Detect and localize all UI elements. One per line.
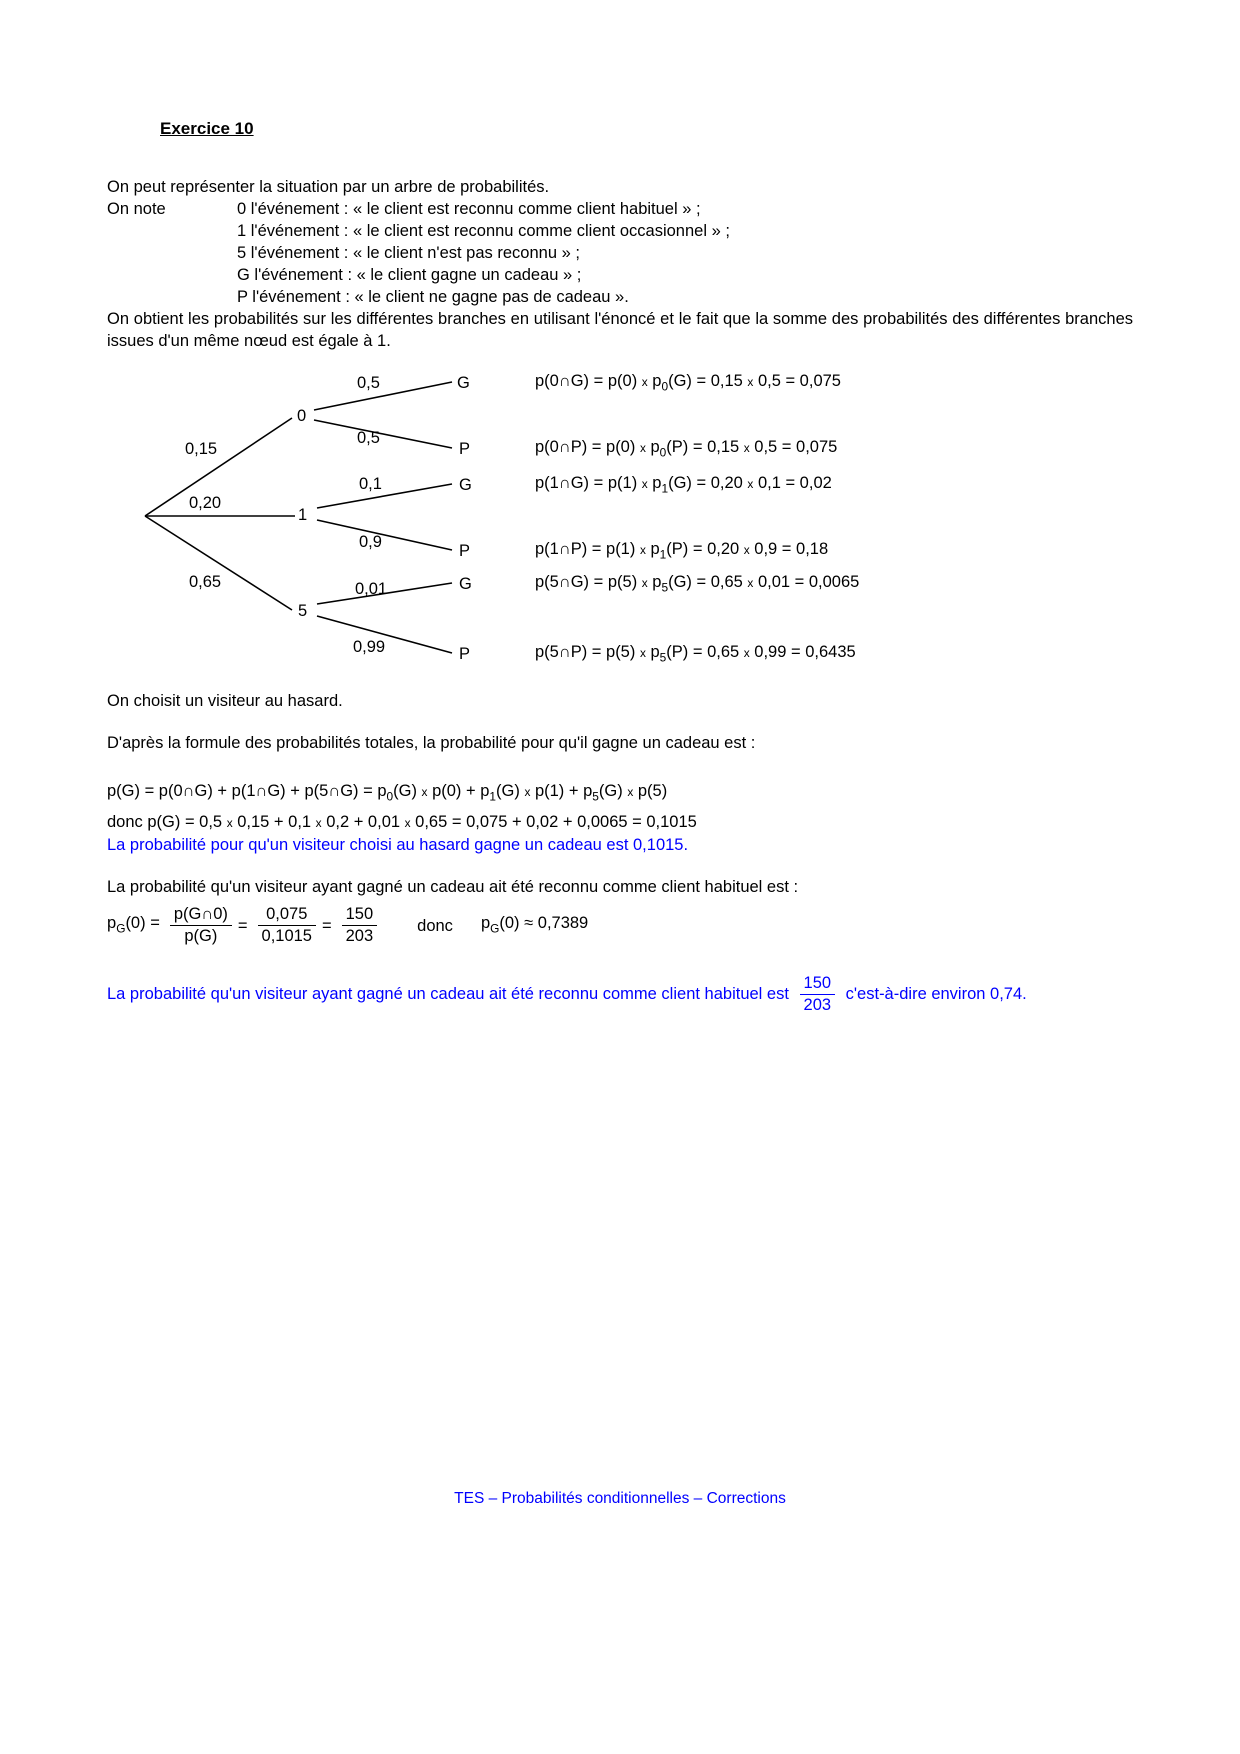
notation-item: G l'événement : « le client gagne un cadeau » ;	[237, 266, 582, 284]
fraction-numerator: 150	[803, 974, 832, 993]
tree-leaf-1P: P	[459, 542, 471, 560]
branch-formula-0G: p(0∩G) = p(0) x $p_0(G) = 0,15$ x 0,5 = 0,075	[535, 372, 841, 394]
donc-word: donc	[417, 916, 453, 935]
fraction-denominator: 0,1015	[258, 925, 316, 947]
donc-line: donc p(G) = 0,5 x 0,15 + 0,1 x 0,2 + 0,01 x 0,65 = 0,075 + 0,02 + 0,0065 = 0,1015	[107, 813, 697, 832]
branch-prob-0P: 0,5	[357, 429, 380, 447]
tree-leaf-5G: G	[459, 575, 472, 593]
branch-formula-5G: p(5∩G) = p(5) x $p_5(G) = 0,65$ x 0,01 = 0,0065	[535, 573, 860, 595]
branch-prob-root-0: 0,15	[185, 440, 218, 458]
totales-line: D'après la formule des probabilités totales, la probabilité pour qu'il gagne un cadeau est :	[107, 734, 756, 752]
notation-list	[237, 198, 730, 308]
pg-formula: p(G) = p(0∩G) + p(1∩G) + p(5∩G) = $p_0(G)$ x $p(0) + p_1(G)$ x $p(1) + p_5(G)$ x p(5)	[107, 782, 668, 804]
branch-prob-0G: 0,5	[357, 374, 380, 392]
equals-sign: =	[237, 916, 248, 935]
branch-prob-5G: 0,01	[355, 580, 388, 598]
tree-leaf-5P: P	[459, 645, 471, 663]
choose-line: On choisit un visiteur au hasard.	[107, 692, 343, 710]
bayes-formula	[107, 904, 1133, 947]
fraction-numerator: p(G∩0)	[173, 905, 228, 924]
branch-prob-root-1: 0,20	[189, 494, 222, 512]
habituel-intro: La probabilité qu'un visiteur ayant gagné un cadeau ait été reconnu comme client habituel est :	[107, 878, 799, 897]
tree-node-0: 0	[297, 407, 307, 425]
branch-prob-1G: 0,1	[359, 475, 382, 493]
tree-leaf-0G: G	[457, 374, 470, 392]
branch-prob-root-5: 0,65	[189, 573, 222, 591]
conclusion-text-after: c'est-à-dire environ 0,74.	[845, 985, 1027, 1004]
notation-item: 0 l'événement : « le client est reconnu comme client habituel » ;	[237, 200, 701, 218]
intro-line: On peut représenter la situation par un arbre de probabilités.	[107, 178, 550, 196]
notation-item: 1 l'événement : « le client est reconnu comme client occasionnel » ;	[237, 222, 730, 240]
branch-formula-5P: p(5∩P) = p(5) x $p_5(P) = 0,65$ x 0,99 = 0,6435	[535, 643, 856, 665]
fraction-150-203	[342, 904, 378, 947]
bayes-result: $p_G(0) \approx 0,7389$	[480, 914, 589, 936]
tree-branches	[107, 366, 1133, 676]
tree-node-5: 5	[298, 602, 308, 620]
notation-item: 5 l'événement : « le client n'est pas reconnu » ;	[237, 244, 580, 262]
conclusion-gagne: La probabilité pour qu'un visiteur choisi au hasard gagne un cadeau est 0,1015.	[107, 836, 689, 855]
branch-formula-0P: p(0∩P) = p(0) x $p_0(P) = 0,15$ x 0,5 = 0,075	[535, 438, 838, 460]
page-title: Exercice 10	[160, 119, 254, 138]
fraction-denominator: 203	[342, 925, 378, 947]
branch-prob-1P: 0,9	[359, 533, 382, 551]
notation-item: P l'événement : « le client ne gagne pas de cadeau ».	[237, 288, 629, 306]
tree-leaf-0P: P	[459, 440, 471, 458]
notation-block	[107, 198, 1133, 308]
tree-leaf-1G: G	[459, 476, 472, 494]
fraction-pg0	[170, 904, 232, 947]
page-footer: TES – Probabilités conditionnelles – Corrections	[454, 1490, 786, 1507]
bayes-lhs: $p_G(0)$ =	[107, 914, 160, 936]
conclusion-habituel	[107, 973, 1133, 1016]
fraction-decimal	[258, 904, 316, 947]
fraction-denominator: p(G)	[170, 925, 232, 947]
tree-node-1: 1	[298, 506, 308, 524]
fraction-denominator: 203	[800, 994, 836, 1016]
equals-sign: =	[321, 916, 332, 935]
intro-paragraph: On obtient les probabilités sur les différentes branches en utilisant l'énoncé et le fait que la somme des probabilités des différentes branches issues d'un même nœud est égale à 1.	[107, 310, 1133, 350]
fraction-numerator: 0,075	[266, 905, 308, 924]
branch-formula-1G: p(1∩G) = p(1) x $p_1(G) = 0,20$ x 0,1 = 0,02	[535, 474, 832, 496]
branch-formula-1P: p(1∩P) = p(1) x $p_1(P) = 0,20$ x 0,9 = 0,18	[535, 540, 829, 562]
fraction-numerator: 150	[345, 905, 374, 924]
branch-prob-5P: 0,99	[353, 638, 386, 656]
note-label: On note	[107, 200, 166, 218]
probability-tree	[107, 366, 1133, 676]
fraction-150-203-inline	[800, 973, 836, 1016]
conclusion-text-before: La probabilité qu'un visiteur ayant gagné un cadeau ait été reconnu comme client habituel est	[107, 985, 789, 1004]
